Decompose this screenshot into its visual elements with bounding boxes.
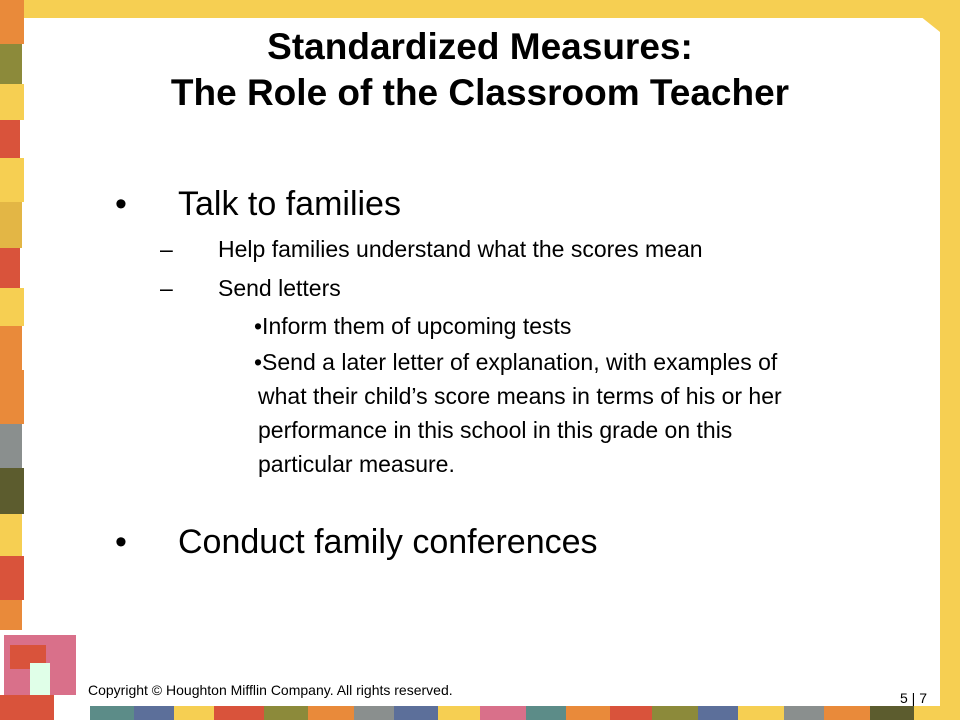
list-item: •Inform them of upcoming tests	[254, 313, 572, 339]
dash-marker: –	[160, 275, 173, 301]
list-item: •Send a later letter of explanation, with examples of	[254, 349, 778, 375]
list-item-continuation: what their child’s score means in terms of his or her	[258, 383, 782, 409]
copyright-notice: Copyright © Houghton Mifflin Company. All rights reserved.	[88, 682, 453, 698]
sub-bullet-text: Help families understand what the scores mean	[218, 236, 703, 262]
bullet-text: Talk to families	[178, 185, 401, 223]
list-item-continuation: particular measure.	[258, 451, 455, 477]
bullet-marker: •	[115, 523, 127, 561]
sub-bullet-text: Send letters	[218, 275, 341, 301]
title-line-1: Standardized Measures:	[267, 26, 693, 67]
bullet-marker: •	[115, 185, 127, 223]
title-line-2: The Role of the Classroom Teacher	[170, 72, 790, 113]
dash-marker: –	[160, 236, 173, 262]
list-item	[0, 274, 960, 302]
page-number: 5 | 7	[900, 690, 927, 706]
list-item-continuation: performance in this school in this grade on this	[258, 417, 733, 443]
list-item	[0, 184, 960, 224]
list-item	[0, 235, 960, 263]
list-item	[0, 522, 960, 562]
bullet-text: Conduct family conferences	[178, 523, 598, 561]
